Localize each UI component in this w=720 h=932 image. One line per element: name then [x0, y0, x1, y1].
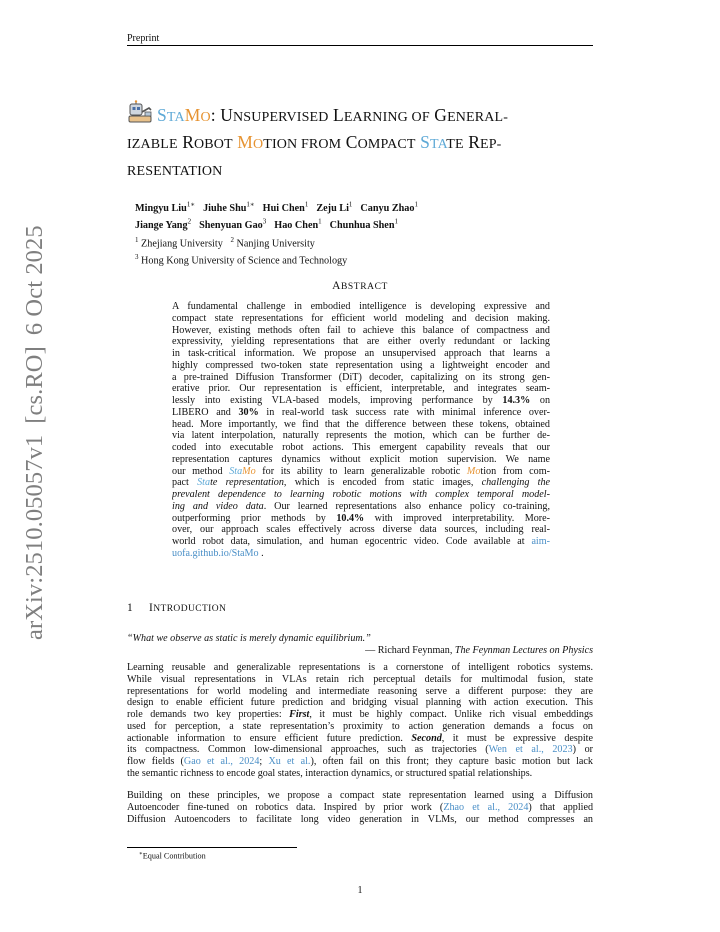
footnote-rule	[127, 847, 297, 848]
abstract-body: A fundamental challenge in embodied intelligence is developing expressive and compact state representations for efficient world modeling and decision making. However, existing methods often fail to achieve this balance of compactness and expressivity, yielding representations that are either overly redundant or lacking in task-critical information. We propose an unsupervised approach that learns a highly compressed two-token state representation using a lightweight encoder and a pre-trained Diffusion Transformer (DiT) decoder, capitalizing on its strong gen- erative prior. Our representation is efficient, interpretable, and integrates seam- lessly into existing VLA-based models, improving performance by 14.3% on LIBERO and 30% in real-world task success rate with minimal inference over- head. More importantly, we find that the difference between these tokens, obtained via latent interpolation, naturally represents the motion, which can be further de- coded into executable robot actions. This emergent capability reveals that our representation captures dynamics without explicit motion supervision. We name our method StaMo for its ability to learn generalizable robotic Motion from com- pact State representation, which is encoded from static images, challenging the prevalent dependence to learning robotic motions with complex temporal model- ing and video data. Our learned representations also enhance policy co-training, outperforming prior methods by 10.4% with improved interpretability. More- over, our approach scales effectively across diverse data sources, including real- world robot data, simulation, and human egocentric video. Code available at aim- uofa.github.io/StaMo .	[172, 301, 550, 559]
title-mo: MO	[184, 105, 211, 125]
code-link[interactable]: aim-	[531, 536, 550, 547]
author-line-1	[135, 199, 418, 216]
author-line-2	[135, 216, 418, 233]
arxiv-category: [cs.RO]	[21, 346, 48, 424]
epigraph-attribution: — Richard Feynman, The Feynman Lectures on Physics	[365, 645, 593, 656]
l2-author-1: Shenyuan Gao$^3$	[199, 217, 267, 232]
epigraph-quote: “What we observe as static is merely dynamic equilibrium.”	[127, 633, 371, 644]
title-motion-mo: MO	[232, 132, 264, 152]
l2-author-2: Hao Chen$^1$	[274, 217, 322, 232]
l1-author-1: Jiuhe Shu$^{1∗}$	[203, 201, 255, 215]
author-list	[135, 199, 418, 233]
l2-author-3: Chunhua Shen$^1$	[329, 217, 398, 232]
title-sta: STA	[157, 105, 185, 125]
citation-zhao-2024[interactable]: Zhao et al., 2024	[443, 801, 529, 813]
affiliations	[135, 234, 347, 268]
arxiv-sidebar	[18, 225, 52, 640]
header-rule	[127, 45, 593, 46]
l1-author-0: Mingyu Liu$^{1∗}$	[135, 201, 196, 215]
arxiv-id: arXiv:2510.05057v1	[21, 434, 48, 640]
l1-author-2: Hui Chen$^1$	[262, 201, 309, 215]
l2-author-0: Jiange Yang$^2$	[135, 217, 192, 232]
footnote-equal-contribution: ∗Equal Contribution	[139, 851, 206, 861]
running-head: Preprint	[127, 33, 160, 44]
arxiv-date: 6 Oct 2025	[21, 225, 48, 336]
title-state-sta: STA	[415, 132, 447, 152]
citation-wen-2023[interactable]: Wen et al., 2023	[488, 744, 573, 756]
abstract-heading: ABSTRACT	[332, 280, 388, 292]
code-link-cont[interactable]: uofa.github.io/StaMo	[172, 547, 259, 559]
paper-title: STAMO: UNSUPERVISED LEARNING OF GENERAL- IZABLE ROBOT MOTION FROM COMPACT STATE REP- RESENTATION	[127, 100, 597, 184]
robot-logo-icon	[127, 100, 153, 124]
section-heading-introduction: 1 INTRODUCTION	[127, 602, 227, 614]
intro-paragraph-2: Building on these principles, we propose a compact state representation learned using a Diffusion Autoencoder fine-tuned on robotics data. Inspired by prior work (Zhao et al., 2024) that applied Diffusion Autoencoders to facilitate long video generation in VLMs, our method compresses an	[127, 790, 593, 825]
l1-author-4: Canyu Zhao$^1$	[360, 201, 418, 215]
citation-gao-2024[interactable]: Gao et al., 2024	[183, 756, 260, 767]
page-number: 1	[357, 885, 363, 896]
intro-paragraph-1: Learning reusable and generalizable representations is a cornerstone of intelligent robotics systems. While visual representations in VLAs retain rich perceptual details for multimodal fusion, state representations for world modeling and intermediate reasoning serve a different purpose: they are design to enable efficient future prediction and bridging visual planning with action execution. This role demands two key properties: First, it must be highly compact. Unlike rich visual embeddings used for perception, a state representation’s proximity to action generation demands a focus on actionable information to ensure efficient future prediction. Second, it must be expressive despite its compactness. Common low-dimensional approaches, such as trajectories (Wen et al., 2023) or flow fields (Gao et al., 2024; Xu et al.), often fail on this front; they capture basic motion but lack the semantic richness to encode goal states, interaction dynamics, or structured spatial relationships.	[127, 662, 593, 779]
l1-author-3: Zeju Li$^1$	[316, 201, 353, 215]
citation-xu[interactable]: Xu et al.	[268, 756, 311, 767]
affiliation-line-2: $^3$ Hong Kong University of Science and Technology	[135, 252, 348, 267]
affiliation-line-1: $^1$ Zhejiang University $^2$ Nanjing University	[135, 236, 315, 250]
